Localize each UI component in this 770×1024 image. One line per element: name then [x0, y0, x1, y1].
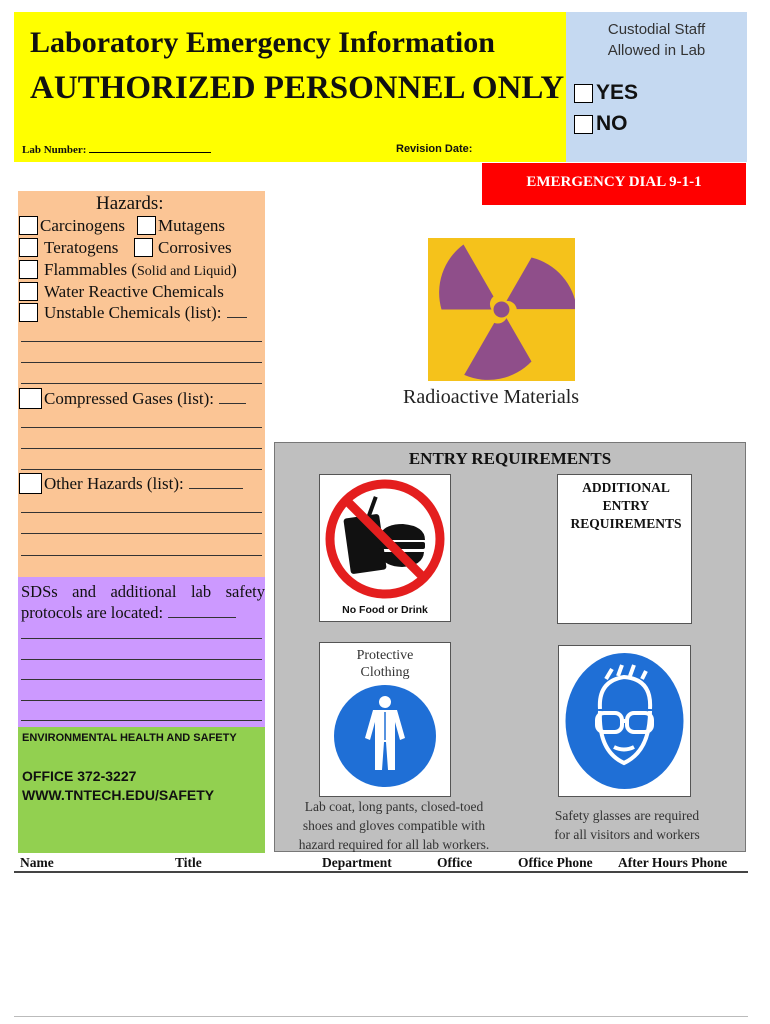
sds-line[interactable] — [21, 700, 262, 701]
labcoat-line2: shoes and gloves compatible with — [302, 818, 486, 833]
no-food-caption: No Food or Drink — [342, 604, 428, 616]
column-header-name: Name — [20, 855, 54, 870]
unstable-blank[interactable] — [227, 308, 247, 318]
carcinogens-label: Carcinogens — [40, 216, 125, 235]
additional-line2: ENTRY — [602, 498, 650, 513]
flammables-label — [44, 260, 237, 280]
flammables-checkbox[interactable] — [19, 260, 38, 279]
hazard-list-line[interactable] — [21, 383, 262, 384]
compressed-gases-label — [44, 389, 246, 409]
protective-line2: Clothing — [360, 665, 410, 680]
other-hazards-text: Other Hazards (list): — [44, 474, 184, 493]
labcoat-line1: Lab coat, long pants, closed-toed — [304, 799, 484, 814]
entry-requirements-title: ENTRY REQUIREMENTS — [408, 449, 612, 468]
compressed-gases-text: Compressed Gases (list): — [44, 389, 214, 408]
sds-text — [21, 581, 265, 623]
water-reactive-checkbox[interactable] — [19, 282, 38, 301]
page-subtitle: AUTHORIZED PERSONNEL ONLY — [30, 70, 565, 106]
water-reactive-label: Water Reactive Chemicals — [44, 282, 224, 301]
teratogens-label: Teratogens — [44, 238, 119, 257]
revision-date-label: Revision Date: — [396, 143, 473, 155]
no-food-drink-icon — [325, 476, 445, 602]
gases-list-line[interactable] — [21, 427, 262, 428]
custodial-title-line2: Allowed in Lab — [607, 42, 706, 59]
compressed-gases-checkbox[interactable] — [19, 388, 42, 409]
custodial-yes-checkbox[interactable] — [574, 84, 593, 103]
unstable-text: Unstable Chemicals (list): — [44, 303, 222, 322]
ehs-title: ENVIRONMENTAL HEALTH AND SAFETY — [22, 732, 237, 744]
flammables-text: Flammables ( — [44, 260, 138, 279]
sds-line[interactable] — [21, 720, 262, 721]
lab-number-label: Lab Number: — [22, 144, 87, 156]
protective-line1: Protective — [356, 648, 414, 663]
page-bottom-divider — [14, 1016, 748, 1017]
ehs-office-phone: OFFICE 372-3227 — [22, 768, 137, 784]
corrosives-checkbox[interactable] — [134, 238, 153, 257]
corrosives-label: Corrosives — [158, 238, 232, 257]
other-hazards-label — [44, 474, 243, 494]
mutagens-label: Mutagens — [158, 216, 226, 235]
lab-number-field[interactable] — [22, 144, 211, 156]
sds-line[interactable] — [21, 659, 262, 660]
custodial-title-line1: Custodial Staff — [607, 21, 706, 38]
additional-entry-label — [562, 479, 690, 533]
glasses-line1: Safety glasses are required — [554, 808, 700, 823]
hazard-list-line[interactable] — [21, 341, 262, 342]
custodial-title — [566, 19, 747, 61]
labcoat-line3: hazard required for all lab workers. — [298, 837, 490, 852]
lab-number-blank[interactable] — [89, 144, 211, 153]
safety-glasses-icon — [564, 651, 685, 791]
sds-line[interactable] — [21, 638, 262, 639]
unstable-label — [44, 303, 247, 323]
column-header-office: Office — [437, 855, 473, 870]
gases-list-line[interactable] — [21, 448, 262, 449]
sds-blank[interactable] — [168, 608, 236, 618]
other-list-line[interactable] — [21, 533, 262, 534]
mutagens-checkbox[interactable] — [137, 216, 156, 235]
protective-clothing-label — [320, 647, 450, 681]
table-header-divider — [14, 871, 748, 873]
other-hazards-checkbox[interactable] — [19, 473, 42, 494]
safety-glasses-requirement — [522, 806, 732, 844]
hazard-list-line[interactable] — [21, 362, 262, 363]
sds-line[interactable] — [21, 679, 262, 680]
column-header-department: Department — [322, 855, 392, 870]
ehs-website-link[interactable]: WWW.TNTECH.EDU/SAFETY — [22, 787, 215, 803]
flammables-note: Solid and Liquid — [137, 264, 232, 279]
compressed-gases-blank[interactable] — [219, 394, 246, 404]
custodial-no-checkbox[interactable] — [574, 115, 593, 134]
flammables-close: ) — [231, 260, 237, 279]
page-title: Laboratory Emergency Information — [30, 26, 495, 59]
hazards-title: Hazards: — [96, 193, 164, 214]
carcinogens-checkbox[interactable] — [19, 216, 38, 235]
gases-list-line[interactable] — [21, 469, 262, 470]
custodial-no-label: NO — [596, 112, 628, 135]
other-list-line[interactable] — [21, 555, 262, 556]
radioactive-label: Radioactive Materials — [403, 386, 580, 408]
column-header-office-phone: Office Phone — [518, 855, 593, 870]
protective-clothing-icon — [333, 684, 437, 788]
other-hazards-blank[interactable] — [189, 479, 243, 489]
unstable-checkbox[interactable] — [19, 303, 38, 322]
sds-text-content: SDSs and additional lab safety protocols are located: — [21, 582, 265, 622]
other-list-line[interactable] — [21, 512, 262, 513]
additional-line1: ADDITIONAL — [582, 480, 670, 495]
emergency-label: EMERGENCY DIAL 9-1-1 — [526, 174, 702, 190]
lab-coat-requirement — [276, 797, 512, 854]
glasses-line2: for all visitors and workers — [554, 827, 700, 842]
radiation-sign-icon — [428, 238, 575, 381]
column-header-after-hours-phone: After Hours Phone — [618, 855, 728, 870]
teratogens-checkbox[interactable] — [19, 238, 38, 257]
additional-line3: REQUIREMENTS — [570, 516, 682, 531]
column-header-title: Title — [175, 855, 202, 870]
custodial-yes-label: YES — [596, 81, 639, 104]
